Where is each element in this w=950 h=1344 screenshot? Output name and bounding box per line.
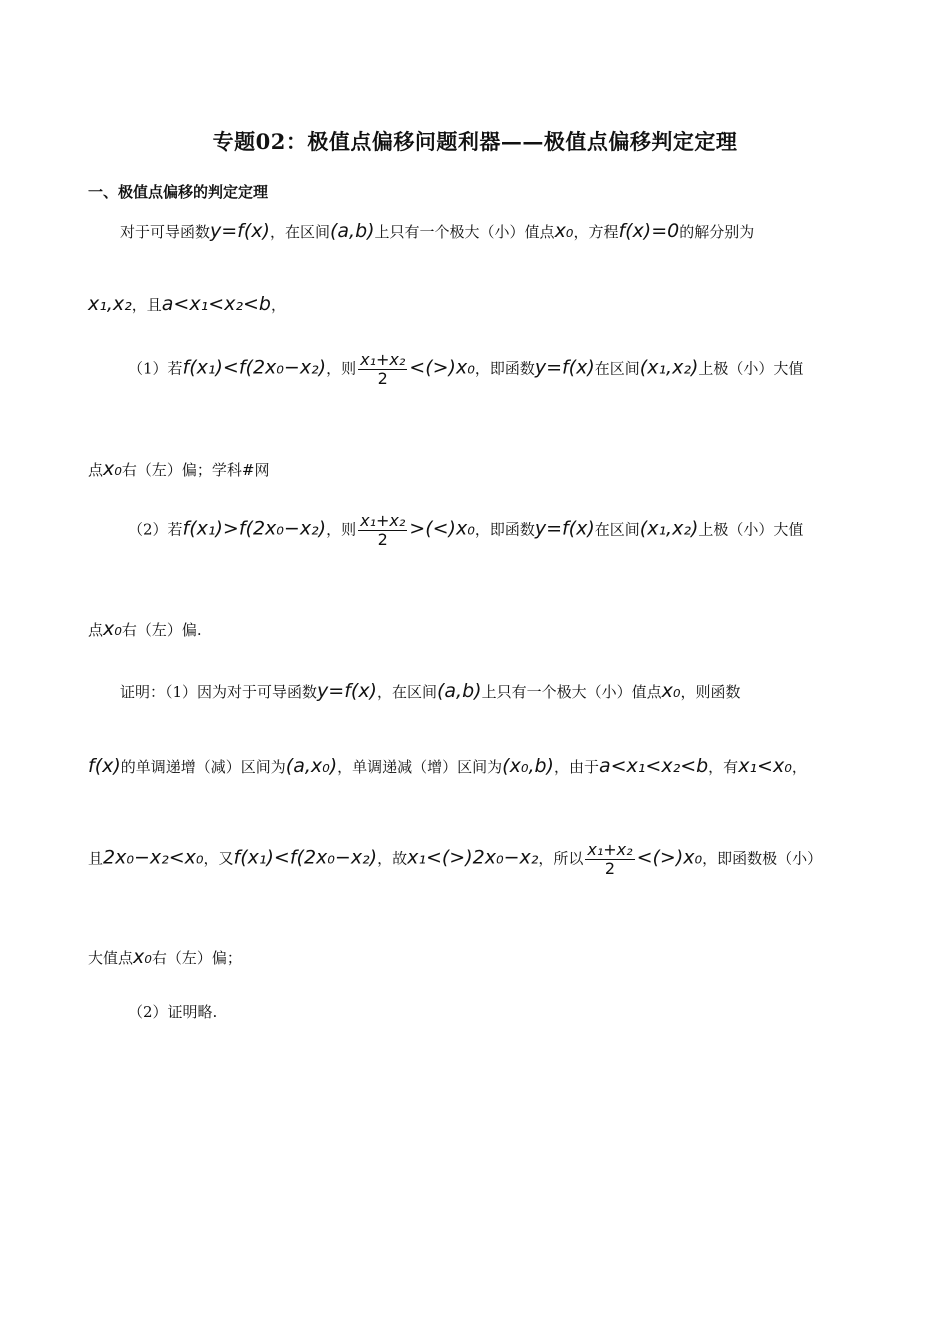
math-expression: f(x₁)<f(2x₀−x₂) — [233, 846, 378, 869]
math-expression: f(x)=0 — [618, 220, 680, 242]
fraction — [358, 513, 407, 548]
section-heading: 一、极值点偏移的判定定理 — [88, 183, 269, 201]
math-expression: x₀ — [103, 618, 122, 640]
math-expression: x₁<(>)2x₀−x₂ — [407, 846, 539, 869]
text: ，又 — [203, 849, 234, 868]
paragraph-line-2 — [88, 295, 286, 314]
text: ，则函数 — [680, 683, 741, 701]
condition-1-line — [128, 352, 803, 387]
math-expression: >(<)x₀ — [409, 517, 475, 540]
math-expression: x₀ — [103, 458, 122, 480]
proof-line-4 — [88, 948, 242, 967]
text: 上极（小）大值 — [698, 520, 804, 539]
text: ，则 — [326, 520, 357, 539]
page-title: 专题02：极值点偏移问题利器——极值点偏移判定定理 — [212, 129, 738, 154]
math-expression: y=f(x) — [317, 680, 377, 702]
text: ，单调递减（增）区间为 — [337, 758, 503, 776]
text: （2）若 — [128, 520, 183, 539]
fraction-denominator: 2 — [604, 859, 616, 878]
math-expression: x₀ — [661, 680, 681, 702]
proof-line-5 — [128, 1005, 217, 1020]
text: ，则 — [326, 359, 357, 378]
fraction-numerator: x₁+x₂ — [360, 350, 406, 369]
math-expression: f(x₁)>f(2x₀−x₂) — [182, 517, 327, 540]
text: 上只有一个极大（小）值点 — [374, 223, 555, 241]
math-expression: x₁,x₂ — [88, 293, 132, 315]
text: ，即函数极（小） — [702, 849, 823, 868]
text: 点 — [88, 621, 104, 639]
math-expression: <(>)x₀ — [409, 356, 475, 379]
math-expression: (a,x₀) — [285, 755, 338, 777]
text: 且 — [88, 849, 104, 868]
math-expression: y=f(x) — [534, 356, 595, 379]
math-expression: (x₀,b) — [502, 755, 554, 777]
math-expression: y=f(x) — [534, 517, 595, 540]
fraction — [585, 842, 634, 877]
text: 的解分别为 — [679, 223, 755, 241]
text: ，方程 — [573, 223, 619, 241]
text: 在区间 — [594, 520, 640, 539]
text: 对于可导函数 — [120, 223, 211, 241]
text: ， — [270, 296, 286, 314]
condition-1-continuation — [88, 460, 269, 479]
text: ，故 — [377, 849, 408, 868]
fraction-denominator: 2 — [377, 530, 388, 549]
text: 右（左）偏； — [151, 949, 242, 967]
math-expression: 2x₀−x₂<x₀ — [103, 846, 204, 869]
text: ，由于 — [553, 758, 599, 776]
math-expression: x₁<x₀ — [738, 755, 792, 777]
text: （2）证明略. — [128, 1003, 218, 1021]
math-expression: f(x₁)<f(2x₀−x₂) — [182, 356, 327, 379]
math-expression: <(>)x₀ — [636, 846, 703, 869]
text: 的单调递增（减）区间为 — [120, 758, 286, 776]
fraction — [358, 352, 407, 387]
math-expression: f(x) — [88, 755, 121, 777]
fraction-numerator: x₁+x₂ — [360, 511, 406, 530]
text: ，在区间 — [376, 683, 437, 701]
text: ，在区间 — [269, 223, 330, 241]
text: 在区间 — [594, 359, 640, 378]
math-expression: x₀ — [133, 946, 152, 968]
text: 大值点 — [88, 949, 134, 967]
paragraph-line-1 — [120, 222, 754, 241]
math-expression: (x₁,x₂) — [639, 356, 699, 379]
proof-line-1 — [120, 682, 740, 701]
text: ，即函数 — [474, 359, 535, 378]
math-expression: x₀ — [554, 220, 574, 242]
math-expression: (a,b) — [437, 680, 482, 702]
math-expression: a<x₁<x₂<b — [598, 755, 709, 777]
fraction-numerator: x₁+x₂ — [587, 840, 633, 859]
text: ，且 — [131, 296, 162, 314]
text: ，所以 — [538, 849, 584, 868]
text: ， — [791, 758, 807, 776]
math-expression: (x₁,x₂) — [639, 517, 699, 540]
text: ，有 — [708, 758, 739, 776]
fraction-denominator: 2 — [377, 369, 388, 388]
text: 上极（小）大值 — [698, 359, 804, 378]
text: 右（左）偏. — [121, 621, 202, 639]
proof-line-2 — [88, 757, 807, 776]
text: （1）若 — [128, 359, 183, 378]
text: 右（左）偏；学科#网 — [121, 461, 270, 479]
condition-2-line — [128, 513, 803, 548]
condition-2-continuation — [88, 620, 202, 639]
text: ，即函数 — [474, 520, 535, 539]
math-expression: y=f(x) — [210, 220, 270, 242]
text: 点 — [88, 461, 104, 479]
text: 上只有一个极大（小）值点 — [481, 683, 662, 701]
proof-line-3 — [88, 842, 822, 877]
text: 证明：（1）因为对于可导函数 — [120, 683, 318, 701]
math-expression: (a,b) — [329, 220, 375, 242]
math-expression: a<x₁<x₂<b — [161, 293, 271, 315]
